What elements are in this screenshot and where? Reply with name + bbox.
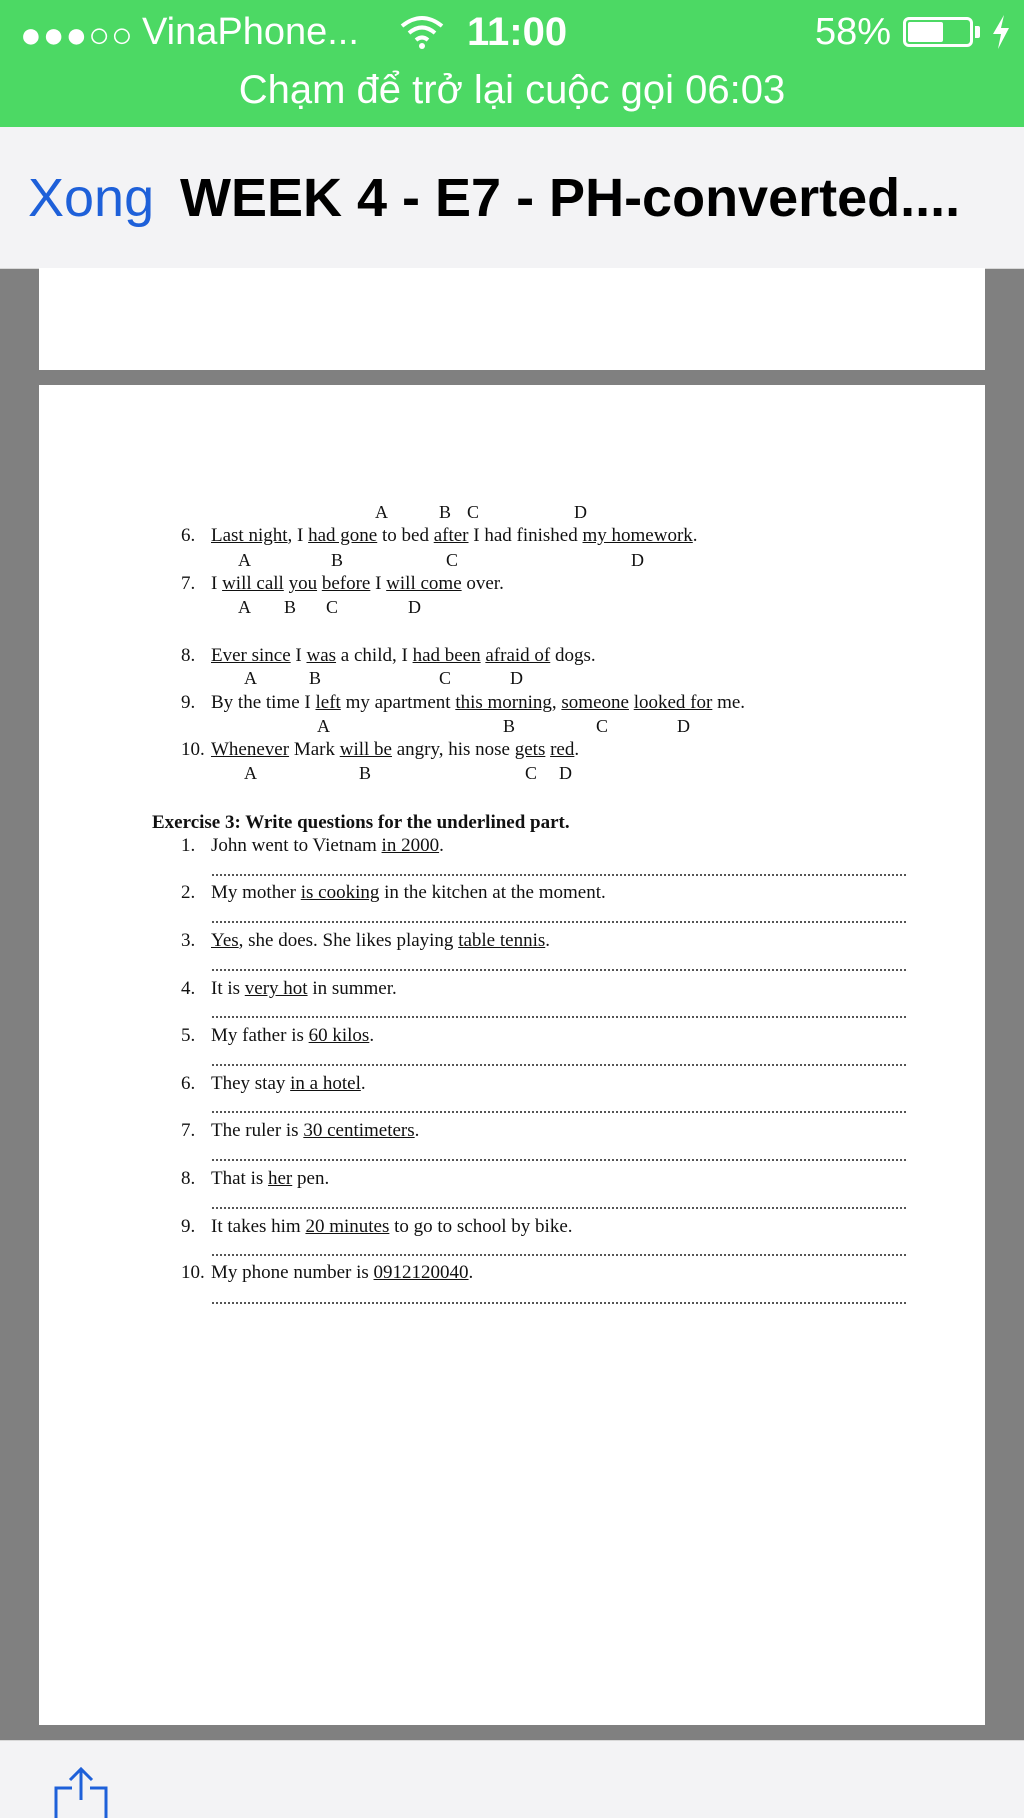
underlined-part: 20 minutes xyxy=(305,1216,390,1237)
sentence-text: my apartment xyxy=(340,692,456,713)
ex3-item xyxy=(181,1168,329,1190)
wifi-icon xyxy=(400,14,444,50)
charging-bolt-icon xyxy=(990,14,1012,50)
item-number: 9. xyxy=(181,692,196,713)
answer-letter: C xyxy=(439,668,452,688)
item-number: 9. xyxy=(181,1216,196,1237)
underlined-part: was xyxy=(306,645,337,666)
underlined-part: gets xyxy=(514,739,546,760)
ex3-item xyxy=(181,1120,419,1142)
answer-letter: A xyxy=(244,763,257,783)
underlined-part: Whenever xyxy=(211,739,290,760)
item-number: 2. xyxy=(181,882,196,903)
document-title: WEEK 4 - E7 - PH-converted.... xyxy=(180,168,961,228)
item-number: 1. xyxy=(181,835,196,856)
answer-letter: B xyxy=(331,550,344,570)
carrier-name: VinaPhone... xyxy=(142,11,359,53)
sentence-text: . xyxy=(360,1073,366,1094)
underlined-part: Ever since xyxy=(211,645,291,666)
item-number: 10. xyxy=(181,739,205,760)
answer-letter: D xyxy=(559,763,572,783)
answer-letter: D xyxy=(510,668,523,688)
previous-page xyxy=(39,268,985,370)
share-icon[interactable] xyxy=(50,1766,112,1818)
item-number: 7. xyxy=(181,573,196,594)
answer-letter: D xyxy=(408,597,421,617)
sentence-text: Mark xyxy=(289,739,340,760)
item-number: 6. xyxy=(181,525,196,546)
ex2-item xyxy=(181,573,504,595)
sentence-text: to bed xyxy=(377,525,434,546)
sentence-text: . xyxy=(574,739,580,760)
answer-letter: B xyxy=(359,763,372,783)
answer-letter: A xyxy=(244,668,257,688)
sentence-text: . xyxy=(545,930,550,951)
answer-line[interactable] xyxy=(212,1302,906,1304)
ex3-item xyxy=(181,978,397,1000)
underlined-part: in a hotel xyxy=(290,1073,361,1094)
answer-line[interactable] xyxy=(212,1159,906,1161)
clock: 11:00 xyxy=(467,10,568,54)
answer-line[interactable] xyxy=(212,1016,906,1018)
sentence-text: My mother xyxy=(211,882,301,903)
sentence-text: . xyxy=(692,525,698,546)
answer-line[interactable] xyxy=(212,1207,906,1209)
underlined-part: afraid of xyxy=(485,645,551,666)
ex2-item xyxy=(181,525,698,547)
ex3-item xyxy=(181,1216,573,1238)
done-button[interactable]: Xong xyxy=(28,168,155,228)
ex2-item xyxy=(181,739,579,761)
answer-letter: C xyxy=(596,716,609,736)
underlined-part: looked for xyxy=(633,692,713,713)
answer-line[interactable] xyxy=(212,1254,906,1256)
underlined-part: had been xyxy=(412,645,481,666)
underlined-part: very hot xyxy=(244,978,308,999)
underlined-part: will call xyxy=(222,573,284,594)
sentence-text: . xyxy=(439,835,444,856)
underlined-part: Last night xyxy=(211,525,288,546)
underlined-part: 30 centimeters xyxy=(303,1120,415,1141)
underlined-part: before xyxy=(321,573,371,594)
sentence-text: I had finished xyxy=(468,525,583,546)
sentence-text: me. xyxy=(712,692,746,713)
answer-letter: B xyxy=(284,597,297,617)
answer-line[interactable] xyxy=(212,1064,906,1066)
sentence-text: They stay xyxy=(211,1073,291,1094)
item-number: 7. xyxy=(181,1120,196,1141)
sentence-text: to go to school by bike. xyxy=(389,1216,573,1237)
bottom-toolbar xyxy=(0,1740,1024,1818)
nav-bar xyxy=(0,127,1024,269)
underlined-part: Yes xyxy=(211,930,239,951)
sentence-text: , she does. She likes playing xyxy=(238,930,459,951)
answer-letter: C xyxy=(326,597,339,617)
underlined-part: 0912120040 xyxy=(373,1262,469,1283)
underlined-part: her xyxy=(268,1168,293,1189)
sentence-text: I xyxy=(211,573,223,594)
underlined-part: had gone xyxy=(308,525,378,546)
exercise-3-title: Exercise 3: Write questions for the underlined part. xyxy=(152,812,570,833)
underlined-part: my homework xyxy=(582,525,693,546)
underlined-part: this morning xyxy=(455,692,552,713)
item-number: 8. xyxy=(181,645,196,666)
sentence-text: My phone number is xyxy=(211,1262,374,1283)
sentence-text: in summer. xyxy=(307,978,397,999)
ex3-item xyxy=(181,835,444,857)
sentence-text: in the kitchen at the moment. xyxy=(379,882,606,903)
ex2-item xyxy=(181,692,745,714)
ex3-item xyxy=(181,1025,374,1047)
document-page xyxy=(39,385,985,1725)
underlined-part: you xyxy=(288,573,318,594)
underlined-part: someone xyxy=(561,692,629,713)
sentence-text: It takes him xyxy=(211,1216,306,1237)
sentence-text: John went to Vietnam xyxy=(211,835,382,856)
answer-letter: C xyxy=(467,502,480,522)
ex3-item xyxy=(181,882,606,904)
item-number: 10. xyxy=(181,1262,205,1283)
signal-strength: ●●●○○ xyxy=(20,14,134,55)
sentence-text: dogs. xyxy=(550,645,596,666)
answer-letter: B xyxy=(439,502,452,522)
answer-letter: A xyxy=(375,502,388,522)
sentence-text: . xyxy=(468,1262,474,1283)
item-number: 4. xyxy=(181,978,196,999)
underlined-part: red xyxy=(550,739,575,760)
underlined-part: is cooking xyxy=(300,882,380,903)
battery-tip xyxy=(975,26,980,38)
underlined-part: left xyxy=(315,692,341,713)
status-bar xyxy=(0,0,1024,127)
ex3-item xyxy=(181,930,550,952)
sentence-text: I xyxy=(290,645,307,666)
sentence-text: angry, his nose xyxy=(391,739,515,760)
underlined-part: 60 kilos xyxy=(308,1025,370,1046)
battery-percent: 58% xyxy=(815,11,892,53)
answer-line[interactable] xyxy=(212,874,906,876)
sentence-text: , I xyxy=(287,525,309,546)
underlined-part: in 2000 xyxy=(381,835,440,856)
answer-letter: D xyxy=(574,502,587,522)
battery-level xyxy=(908,22,943,42)
answer-line[interactable] xyxy=(212,1111,906,1113)
underlined-part: table tennis xyxy=(458,930,546,951)
item-number: 3. xyxy=(181,930,196,951)
answer-letter: D xyxy=(677,716,690,736)
ex2-item xyxy=(181,645,596,667)
answer-letter: D xyxy=(631,550,644,570)
answer-letter: B xyxy=(503,716,516,736)
battery-icon xyxy=(903,17,973,47)
answer-letter: C xyxy=(446,550,459,570)
sentence-text: I xyxy=(370,573,387,594)
return-to-call-banner[interactable]: Chạm để trở lại cuộc gọi 06:03 xyxy=(238,68,786,112)
underlined-part: will come xyxy=(386,573,462,594)
sentence-text: By the time I xyxy=(211,692,316,713)
answer-line[interactable] xyxy=(212,921,906,923)
answer-letter: A xyxy=(238,597,251,617)
sentence-text: over. xyxy=(461,573,504,594)
sentence-text: pen. xyxy=(292,1168,330,1189)
item-number: 8. xyxy=(181,1168,196,1189)
ex3-item xyxy=(181,1073,366,1095)
item-number: 6. xyxy=(181,1073,196,1094)
answer-letter: A xyxy=(317,716,330,736)
item-number: 5. xyxy=(181,1025,196,1046)
sentence-text: a child, I xyxy=(336,645,413,666)
sentence-text: The ruler is xyxy=(211,1120,304,1141)
sentence-text: That is xyxy=(211,1168,268,1189)
answer-letter: B xyxy=(309,668,322,688)
answer-letter: A xyxy=(238,550,251,570)
sentence-text: . xyxy=(414,1120,420,1141)
sentence-text: , xyxy=(551,692,562,713)
sentence-text: My father is xyxy=(211,1025,309,1046)
answer-line[interactable] xyxy=(212,969,906,971)
underlined-part: will be xyxy=(339,739,392,760)
answer-letter: C xyxy=(525,763,538,783)
sentence-text: . xyxy=(369,1025,375,1046)
underlined-part: after xyxy=(433,525,469,546)
ex3-item xyxy=(181,1262,473,1284)
sentence-text: It is xyxy=(211,978,245,999)
